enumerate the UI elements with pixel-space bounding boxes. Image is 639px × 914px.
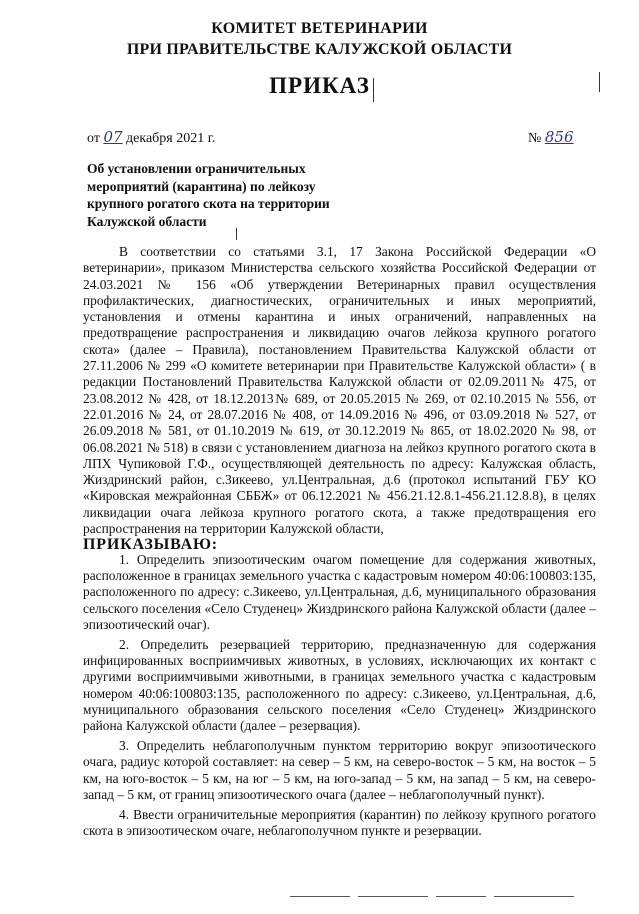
subject-line: мероприятий (карантина) по лейкозу	[87, 178, 316, 194]
order-item: 2. Определить резервацией территорию, предназначенную для содержания инфицированных восприимчивых животных, в условиях, исключающих их контакт с другими восприимчивыми животными, в границах земельного участка с кадастровым номером 40:06:100803:135, расположенного по адресу: с.Зикеево, ул.Центральная, д.6, муниципального образования сельского поселения «Село Студенец» Жиздринского района Калужской области (далее – резервация).	[83, 637, 596, 734]
subject-line: Калужской области	[87, 213, 207, 229]
date-day-handwritten: 07	[103, 128, 123, 146]
document-type-title: ПРИКАЗ	[269, 73, 370, 98]
preamble-paragraph: В соответствии со статьями 3.1, 17 Закона Российской Федерации «О ветеринарии», приказом Министерства сельского хозяйства Российской Федерации от 24.03.2021 № 156 «Об утверждении Ветеринарных правил осуществления профилактических, диагностических, ограничительных и иных мероприятий, установления и отмены карантина и иных ограничений, направленных на предотвращение распространения и ликвидацию очагов лейкоза крупного рогатого скота» (далее – Правила), постановлением Правительства Калужской области от 27.11.2006 № 299 «О комитете ветеринарии при Правительстве Калужской области» ( в редакции Постановлений Правительства Калужской области от 02.09.2011№ 475, от 23.08.2012 № 428, от 18.12.2013№ 689, от 20.05.2015 № 269, от 02.10.2015 № 556, от 22.01.2016 № 24, от 28.07.2016 № 408, от 14.09.2016 № 496, от 03.09.2018 № 527, от 26.09.2018 № 581, от 01.10.2019 № 619, от 30.12.2019 № 865, от 18.02.2020 № 98, от 06.08.2021 № 518) в связи с установлением диагноза на лейкоз крупного рогатого скота в ЛПХ Чупиковой Г.Ф., осуществляющей деятельность по адресу: Калужская область, Жиздринский район, с.Зикеево, ул.Центральная, д.6 (протокол испытаний ГБУ КО «Кировская межрайонная СББЖ» от 06.12.2021 № 456.21.12.8.1-456.21.12.8.8), в целях ликвидации очага лейкоза крупного рогатого скота, а также предотвращения его распространения на территории Калужской области,	[83, 244, 596, 537]
scan-artifact-line	[599, 72, 600, 92]
scan-artifact-footer	[290, 896, 620, 898]
scan-artifact-line	[236, 228, 237, 240]
order-items	[83, 552, 596, 843]
order-date	[87, 128, 215, 147]
scan-artifact-line	[373, 78, 374, 102]
order-item: 3. Определить неблагополучным пунктом территорию вокруг эпизоотического очага, радиус которой составляет: на север – 5 км, на северо-восток – 5 км, на восток – 5 км, на юго-восток – 5 км, на юг – 5 км, на юго-запад – 5 км, на запад – 5 км, на северо-запад – 5 км, от границ эпизоотического очага (далее – неблагополучный пункт).	[83, 738, 596, 802]
number-handwritten: 856	[544, 128, 574, 146]
order-item: 1. Определить эпизоотическим очагом помещение для содержания животных, расположенное в границах земельного участка с кадастровым номером 40:06:100803:135, расположенного по адресу: с.Зикеево, ул.Центральная, д.6, муниципального образования сельского поселения «Село Студенец» Жиздринского района Калужской области (далее – эпизоотический очаг).	[83, 552, 596, 632]
order-item: 4. Ввести ограничительные мероприятия (карантин) по лейкозу крупного рогатого скота в эпизоотическом очаге, неблагополучном пункте и резервации.	[83, 807, 596, 839]
committee-name-line2: ПРИ ПРАВИТЕЛЬСТВЕ КАЛУЖСКОЙ ОБЛАСТИ	[126, 41, 513, 58]
date-prefix: от	[87, 131, 100, 146]
subject-line: крупного рогатого скота на территории	[87, 196, 330, 211]
subject-line: Об установлении ограничительных	[87, 161, 306, 176]
date-month-year: декабря 2021 г.	[126, 131, 216, 146]
order-subject	[87, 160, 330, 230]
number-prefix: №	[528, 131, 542, 146]
order-number	[528, 128, 574, 147]
order-word: ПРИКАЗЫВАЮ:	[83, 536, 218, 553]
committee-name-line1: КОМИТЕТ ВЕТЕРИНАРИИ	[211, 20, 428, 37]
